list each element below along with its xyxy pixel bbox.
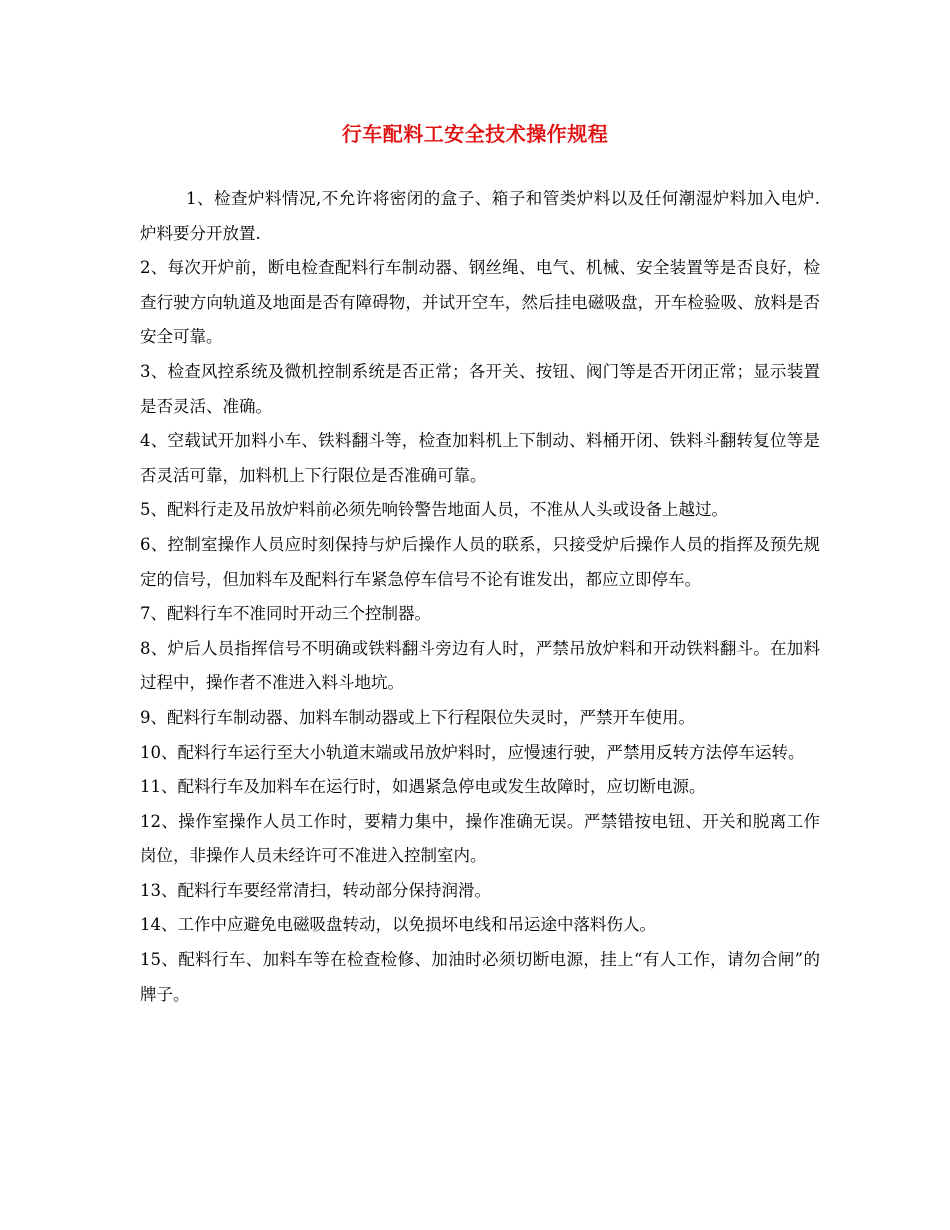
paragraph-10: 10、配料行车运行至大小轨道末端或吊放炉料时，应慢速行驶，严禁用反转方法停车运转。 [140, 742, 805, 762]
document-body [140, 182, 820, 1012]
paragraph-14: 14、工作中应避免电磁吸盘转动，以免损坏电线和吊运途中落料伤人。 [140, 915, 656, 935]
paragraph-5: 5、配料行走及吊放炉料前必须先响铃警告地面人员，不准从人头或设备上越过。 [140, 500, 728, 520]
paragraph-15: 15、配料行车、加料车等在检查检修、加油时必须切断电源，挂上“有人工作，请勿合闸”的牌子。 [140, 950, 820, 1004]
paragraph-9: 9、配料行车制动器、加料车制动器或上下行程限位失灵时，严禁开车使用。 [140, 707, 695, 727]
paragraph-13: 13、配料行车要经常清扫，转动部分保持润滑。 [140, 880, 491, 900]
paragraph-7: 7、配料行车不准同时开动三个控制器。 [140, 604, 431, 624]
document-title: 行车配料工安全技术操作规程 [341, 122, 609, 146]
paragraph-12: 12、操作室操作人员工作时，要精力集中，操作准确无误。严禁错按电钮、开关和脱离工作岗位，非操作人员未经许可不准进入控制室内。 [140, 811, 820, 866]
paragraph-4: 4、空载试开加料小车、铁料翻斗等，检查加料机上下制动、料桶开闭、铁料斗翻转复位等是否灵活可靠，加料机上下行限位是否准确可靠。 [140, 431, 820, 485]
paragraph-8: 8、炉后人员指挥信号不明确或铁料翻斗旁边有人时，严禁吊放炉料和开动铁料翻斗。在加料过程中，操作者不准进入料斗地坑。 [140, 638, 820, 693]
paragraph-6: 6、控制室操作人员应时刻保持与炉后操作人员的联系，只接受炉后操作人员的指挥及预先规定的信号，但加料车及配料行车紧急停车信号不论有谁发出，都应立即停车。 [140, 534, 820, 589]
paragraph-2: 2、每次开炉前，断电检查配料行车制动器、钢丝绳、电气、机械、安全装置等是否良好，检查行驶方向轨道及地面是否有障碍物，并试开空车，然后挂电磁吸盘，开车检验吸、放料是否安全可靠。 [140, 258, 820, 347]
paragraph-11: 11、配料行车及加料车在运行时，如遇紧急停电或发生故障时，应切断电源。 [140, 777, 706, 797]
paragraph-3: 3、检查风控系统及微机控制系统是否正常；各开关、按钮、阀门等是否开闭正常；显示装置是否灵活、准确。 [140, 361, 820, 416]
paragraph-1: 1、检查炉料情况,不允许将密闭的盒子、箱子和管类炉料以及任何潮湿炉料加入电炉. 炉料要分开放置. [140, 189, 820, 243]
